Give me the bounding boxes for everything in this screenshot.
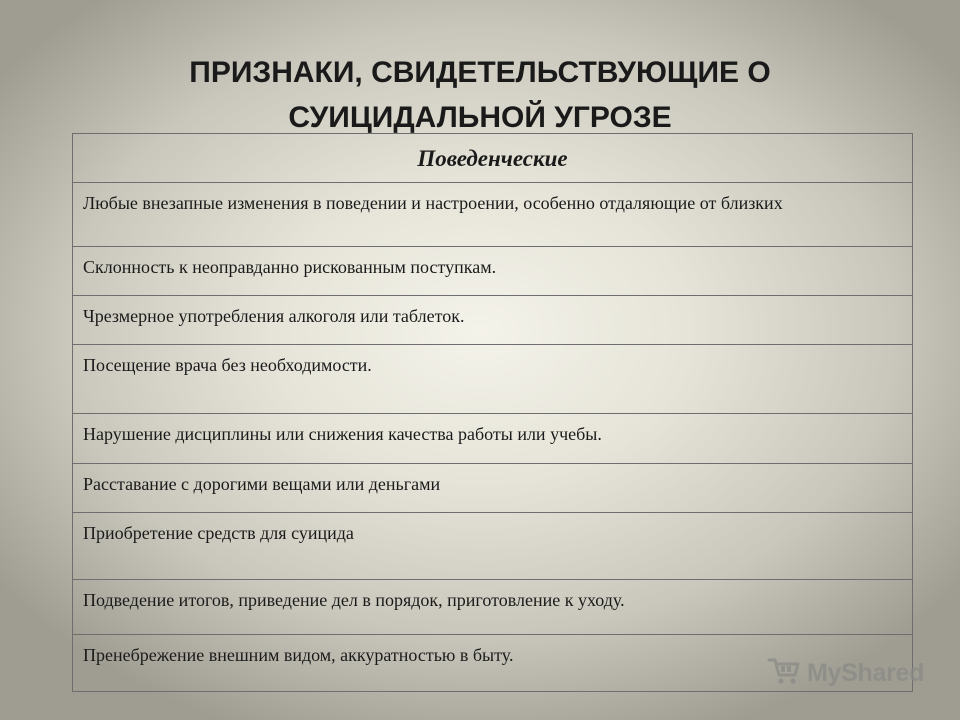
table-row: [73, 513, 913, 580]
watermark: [767, 656, 924, 691]
table-cell: Чрезмерное употребления алкоголя или таблеток.: [73, 296, 913, 345]
slide-title: [0, 50, 960, 140]
table-cell: Любые внезапные изменения в поведении и настроении, особенно отдаляющие от близких: [73, 183, 913, 247]
slide-title-line-1: ПРИЗНАКИ, СВИДЕТЕЛЬСТВУЮЩИЕ О: [189, 56, 771, 90]
slide-title-line-2: СУИЦИДАЛЬНОЙ УГРОЗЕ: [288, 101, 672, 135]
table-row: [73, 345, 913, 414]
watermark-text: MyShared: [807, 659, 925, 687]
table-row: [73, 183, 913, 247]
table-row: [73, 247, 913, 296]
table-cell: Приобретение средств для суицида: [73, 513, 913, 580]
table-cell: Посещение врача без необходимости.: [73, 345, 913, 414]
table-header-row: [73, 134, 913, 183]
cart-icon: [767, 656, 801, 691]
table-cell: Пренебрежение внешним видом, аккуратностью в быту.: [73, 635, 913, 692]
table-cell: Нарушение дисциплины или снижения качества работы или учебы.: [73, 414, 913, 464]
table-row: [73, 296, 913, 345]
table-row: [73, 580, 913, 635]
table-header: Поведенческие: [73, 134, 913, 183]
table-row: [73, 414, 913, 464]
table-cell: Расставание с дорогими вещами или деньгами: [73, 464, 913, 513]
signs-table: [72, 133, 913, 692]
table-cell: Подведение итогов, приведение дел в порядок, приготовление к уходу.: [73, 580, 913, 635]
table-row: [73, 464, 913, 513]
table-cell: Склонность к неоправданно рискованным поступкам.: [73, 247, 913, 296]
